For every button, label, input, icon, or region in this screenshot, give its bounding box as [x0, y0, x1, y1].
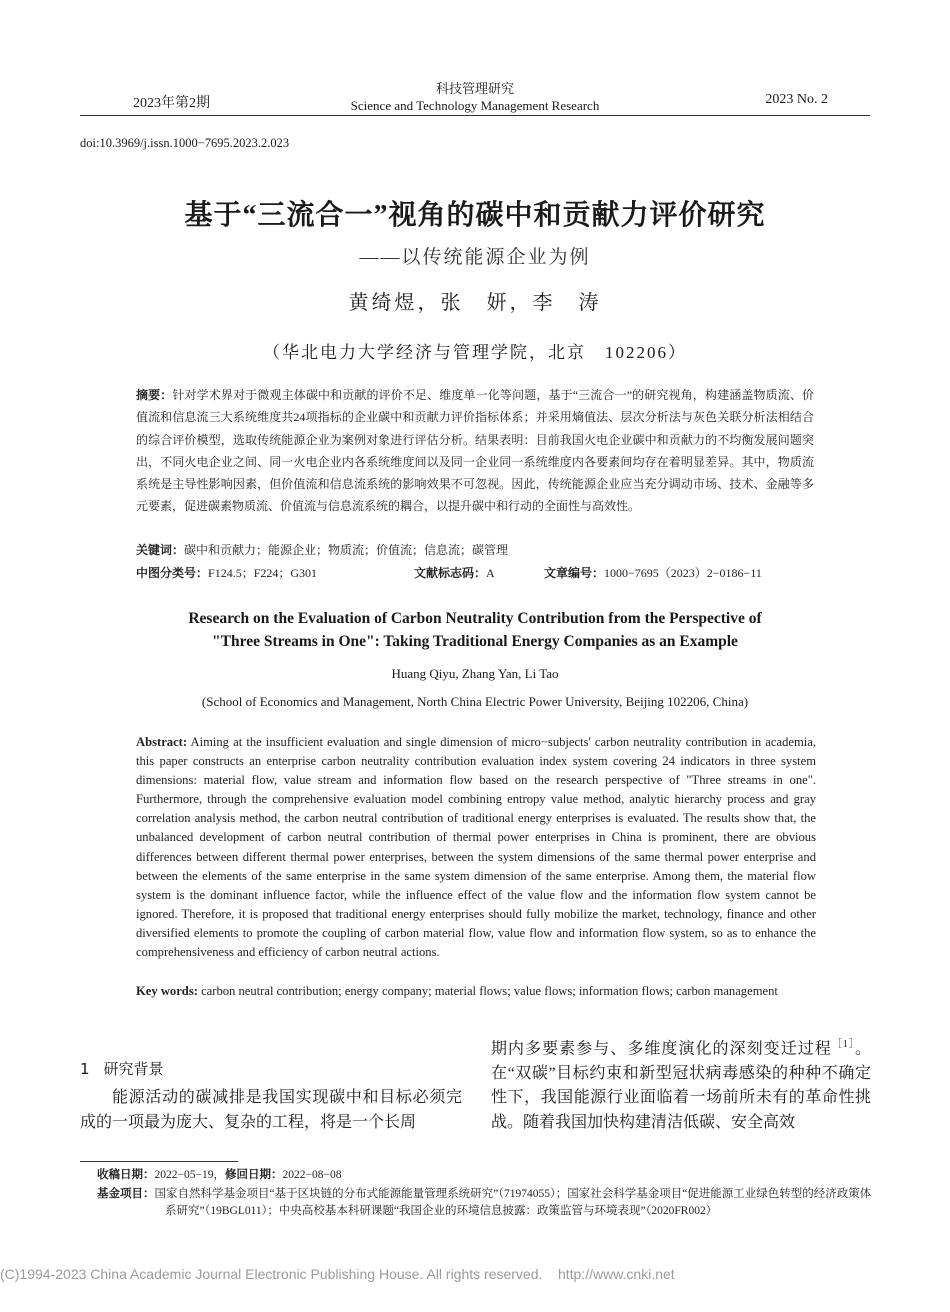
affiliation-en: (School of Economics and Management, North China Electric Power University, Beijing 102206, China): [201, 694, 749, 709]
abstract-cn: [136, 384, 814, 518]
authors: 黄绮煜，张 妍，李 涛: [348, 292, 602, 314]
footnote-dates: [97, 1166, 872, 1185]
doc-code-value: A: [486, 566, 495, 580]
keywords-en: [136, 982, 816, 1001]
copyright-notice: (C)1994-2023 China Academic Journal Electronic Publishing House. All rights reserved. http://www.cnki.net: [0, 1266, 675, 1282]
keywords-en-text: carbon neutral contribution; energy company; material flows; value flows; information flows; carbon management: [197, 984, 778, 998]
abstract-en-text: Aiming at the insufficient evaluation and single dimension of micro−subjects' carbon neutrality contribution in academia, this paper constructs an enterprise carbon neutrality contribution evaluation index system covering 24 indicators in three system dimensions: material flow, value stream and information flow based on the research perspective of "Three streams in one". Furthermore, through the comprehensive evaluation model combining entropy value method, analytic hierarchy process and gray correlation analysis method, the carbon neutral contribution of traditional energy enterprises is evaluated. The results show that, the unbalanced development of carbon neutral contribution of thermal power enterprises in China is prominent, there are obvious differences between different thermal power enterprises, between the system dimensions of the same thermal power enterprise and between the elements of the same enterprise in the same system dimension of the same enterprise. Among them, the material flow system is the dominant influence factor, while the influence effect of the value flow and the information flow system cannot be ignored. Therefore, it is proposed that traditional energy enterprises should fully mobilize the market, technology, finance and other diversified elements to promote the coupling of carbon material flow, value flow and information flow system, so as to enhance the comprehensiveness and efficiency of carbon neutral actions.: [136, 735, 816, 960]
article-number: [544, 564, 762, 581]
authors-en: Huang Qiyu, Zhang Yan, Li Tao: [391, 666, 559, 681]
paper-title: 基于“三流合一”视角的碳中和贡献力评价研究: [184, 200, 766, 231]
received-value: 2022−05−19，: [154, 1169, 225, 1181]
document-code: [414, 564, 495, 581]
footnote-rule: [80, 1161, 238, 1162]
article-value: 1000−7695（2023）2−0186−11: [604, 566, 762, 580]
abstract-cn-text: 针对学术界对于微观主体碳中和贡献的评价不足、维度单一化等问题，基于“三流合一”的研究视角，构建涵盖物质流、价值流和信息流三大系统维度共24项指标的企业碳中和贡献力评价指标体系；并采用熵值法、层次分析法与灰色关联分析法相结合的综合评价模型，选取传统能源企业为案例对象进行评估分析。结果表明：目前我国火电企业碳中和贡献力的不均衡发展问题突出，不同火电企业之间、同一火电企业内各系统维度间以及同一企业同一系统维度内各要素间均存在着明显差异。其中，物质流系统是主导性影响因素，但价值流和信息流系统的影响效果不可忽视。因此，传统能源企业应当充分调动市场、技术、金融等多元要素，促进碳素物质流、价值流与信息流系统的耦合，以提升碳中和行动的全面性与高效性。: [136, 388, 814, 514]
title-en-line2: "Three Streams in One": Taking Traditional Energy Companies as an Example: [212, 633, 738, 650]
footnote-funding: [97, 1185, 872, 1221]
body-column-left: 能源活动的碳减排是我国实现碳中和目标必须完成的一项最为庞大、复杂的工程，将是一个长周: [80, 1089, 462, 1131]
abstract-cn-label: 摘要：: [136, 388, 173, 402]
paper-subtitle: ——以传统能源企业为例: [359, 247, 591, 268]
clc-number: [136, 564, 317, 581]
header-rule: [80, 115, 870, 116]
keywords-en-label: Key words:: [136, 984, 198, 998]
article-label: 文章编号：: [544, 566, 605, 580]
affiliation: （华北电力大学经济与管理学院，北京 102206）: [263, 343, 687, 362]
citation-ref[interactable]: ［1］: [831, 1039, 855, 1050]
clc-label: 中图分类号：: [136, 566, 209, 580]
section-number: 1: [80, 1060, 90, 1078]
section-heading: [80, 1058, 164, 1079]
fund-text: 国家自然科学基金项目“基于区块链的分布式能源能量管理系统研究”（71974055）；国家社会科学基金项目“促进能源工业绿色转型的经济政策体系研究”（19BGL011）；中央高校基本科研课题“我国企业的环境信息披露：政策监管与环境表现”（2020FR002）: [154, 1187, 872, 1218]
body-column-right: [491, 1033, 871, 1135]
footnote: [97, 1166, 872, 1221]
abstract-en: [136, 733, 816, 962]
body-right-text-a: 期内多要素参与、多维度演化的深刻变迁过程: [491, 1040, 832, 1058]
section-title: 研究背景: [103, 1060, 164, 1078]
revised-label: 修回日期：: [224, 1167, 283, 1181]
clc-value: F124.5；F224；G301: [208, 566, 318, 580]
fund-label: 基金项目：: [97, 1185, 155, 1200]
body-right-text-b: 。在“双碳”目标约束和新型冠状病毒感染的种种不确定性下，我国能源行业面临着一场前所未有的革命性挑战。随着我国加快构建清洁低碳、安全高效: [491, 1040, 871, 1131]
doc-code-label: 文献标志码：: [414, 566, 487, 580]
keywords-cn-label: 关键词：: [136, 543, 185, 557]
header-issue-en: 2023 No. 2: [765, 92, 828, 107]
received-label: 收稿日期：: [97, 1167, 155, 1181]
keywords-cn-text: 碳中和贡献力；能源企业；物质流；价值流；信息流；碳管理: [184, 543, 509, 557]
abstract-en-label: Abstract:: [136, 735, 188, 749]
journal-name-en: Science and Technology Management Research: [350, 98, 600, 113]
journal-name-cn: 科技管理研究: [435, 81, 514, 96]
title-en-line1: Research on the Evaluation of Carbon Neutrality Contribution from the Perspective of: [188, 610, 762, 627]
paper-title-en: [100, 607, 850, 653]
revised-value: 2022−08−08: [282, 1169, 342, 1181]
keywords-cn: [136, 541, 508, 559]
header-issue: 2023年第2期: [133, 96, 210, 111]
header-journal: [300, 80, 650, 114]
doi: doi:10.3969/j.issn.1000−7695.2023.2.023: [80, 136, 290, 150]
